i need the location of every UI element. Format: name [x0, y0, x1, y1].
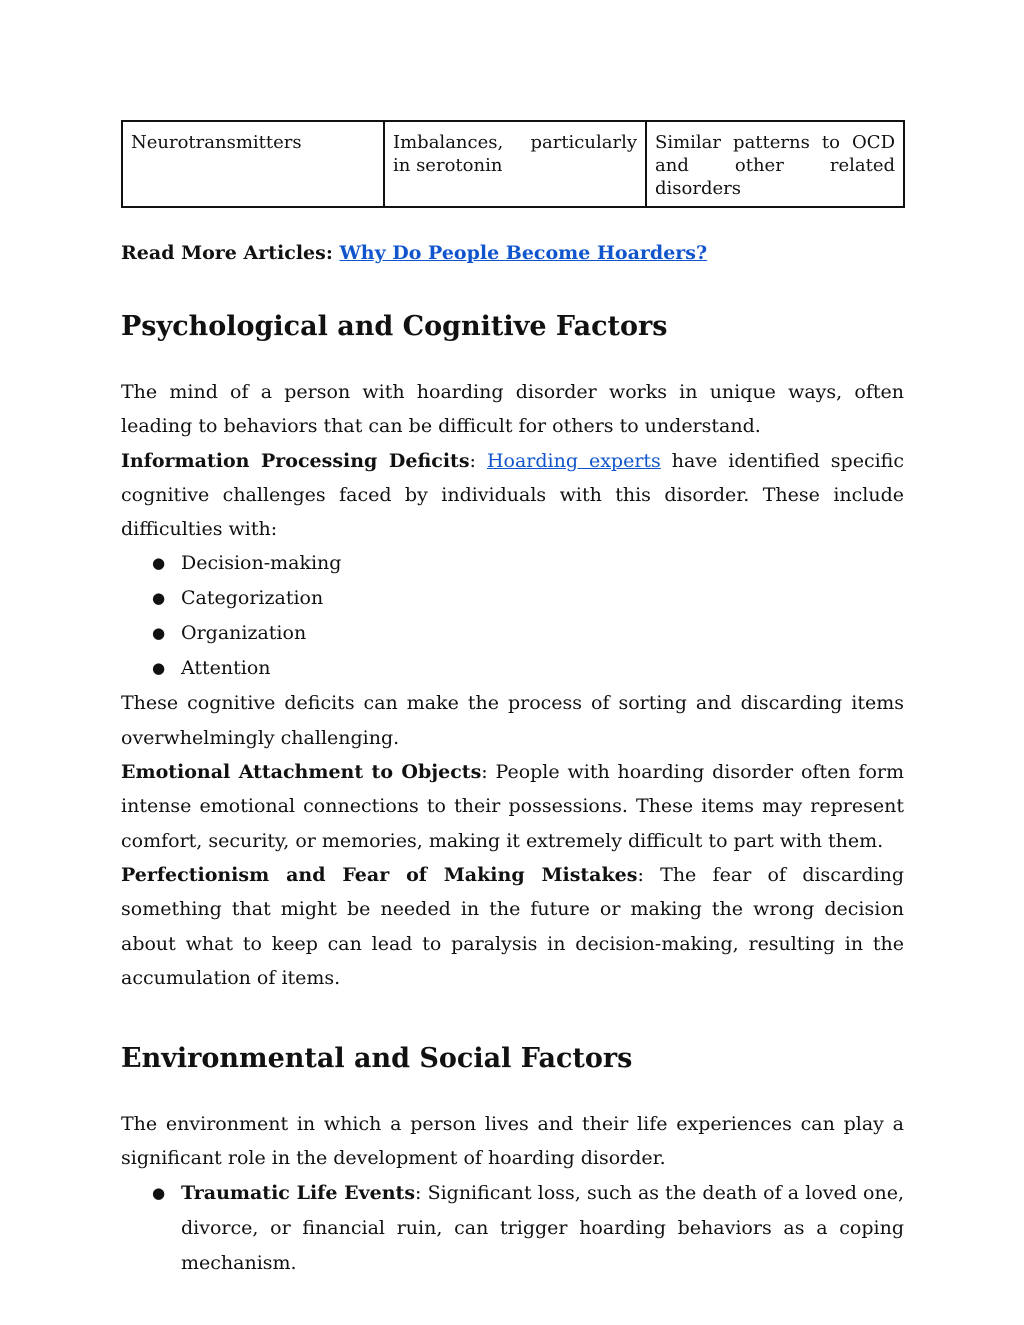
list-item	[121, 616, 904, 651]
section-heading-environmental: Environmental and Social Factors	[121, 1043, 633, 1075]
table-cell-factor: Neurotransmitters	[122, 121, 384, 207]
section-heading-psychological: Psychological and Cognitive Factors	[121, 311, 668, 342]
hoarding-experts-link[interactable]: Hoarding experts	[486, 449, 661, 472]
perfectionism-paragraph	[121, 858, 904, 995]
bullet-dot-icon: ●	[152, 659, 166, 678]
cognitive-challenges-list	[121, 546, 904, 686]
list-item	[121, 651, 904, 686]
list-item	[121, 546, 904, 581]
list-item-text: Attention	[181, 657, 271, 680]
psych-intro-paragraph: The mind of a person with hoarding disorder works in unique ways, often leading to behaviors that can be difficult for others to understand.	[121, 381, 904, 438]
perfectionism-title: Perfectionism and Fear of Making Mistakes	[121, 863, 638, 886]
info-colon: :	[469, 449, 476, 472]
bullet-dot-icon: ●	[152, 589, 166, 608]
traumatic-events-text: : Significant loss, such as the death of a loved one, divorce, or financial ruin, can trigger hoarding behaviors as a coping mechanism.	[181, 1181, 904, 1274]
document-page	[121, 120, 904, 1281]
perfectionism-text: : The fear of discarding something that might be needed in the future or making the wrong decision about what to keep can lead to paralysis in decision-making, resulting in the accumulation of items.	[121, 863, 904, 989]
emotional-attachment-title: Emotional Attachment to Objects	[121, 761, 482, 784]
env-intro-paragraph: The environment in which a person lives and their life experiences can play a significant role in the development of hoarding disorder.	[121, 1113, 904, 1170]
table-cell-description: Imbalances, particularly in serotonin	[384, 121, 646, 207]
environmental-factors-list	[121, 1176, 904, 1281]
emotional-attachment-text: : People with hoarding disorder often form intense emotional connections to their possessions. These items may represent comfort, security, or memories, making it extremely difficult to part with them.	[121, 761, 904, 852]
table-row	[122, 121, 904, 207]
info-processing-paragraph	[121, 444, 904, 547]
list-item	[121, 581, 904, 616]
deficits-paragraph: These cognitive deficits can make the process of sorting and discarding items overwhelmingly challenging.	[121, 692, 904, 749]
read-more-label: Read More Articles:	[121, 242, 333, 264]
list-item-text: Organization	[181, 622, 307, 645]
info-processing-title: Information Processing Deficits	[121, 449, 470, 472]
read-more-line	[121, 241, 904, 265]
table-cell-comparison: Similar patterns to OCD and other related disorders	[646, 121, 904, 207]
read-more-link[interactable]: Why Do People Become Hoarders?	[339, 242, 708, 264]
bullet-dot-icon: ●	[152, 624, 166, 643]
traumatic-events-title: Traumatic Life Events	[181, 1181, 416, 1204]
list-item-text: Categorization	[181, 587, 324, 610]
comparison-table	[121, 120, 905, 208]
bullet-dot-icon: ●	[152, 554, 166, 573]
bullet-dot-icon: ●	[152, 1183, 166, 1202]
emotional-attachment-paragraph	[121, 755, 904, 858]
list-item	[121, 1176, 904, 1281]
info-processing-text: have identified specific cognitive challenges faced by individuals with this disorder. These include difficulties with:	[121, 449, 904, 541]
list-item-text: Decision-making	[181, 552, 342, 575]
